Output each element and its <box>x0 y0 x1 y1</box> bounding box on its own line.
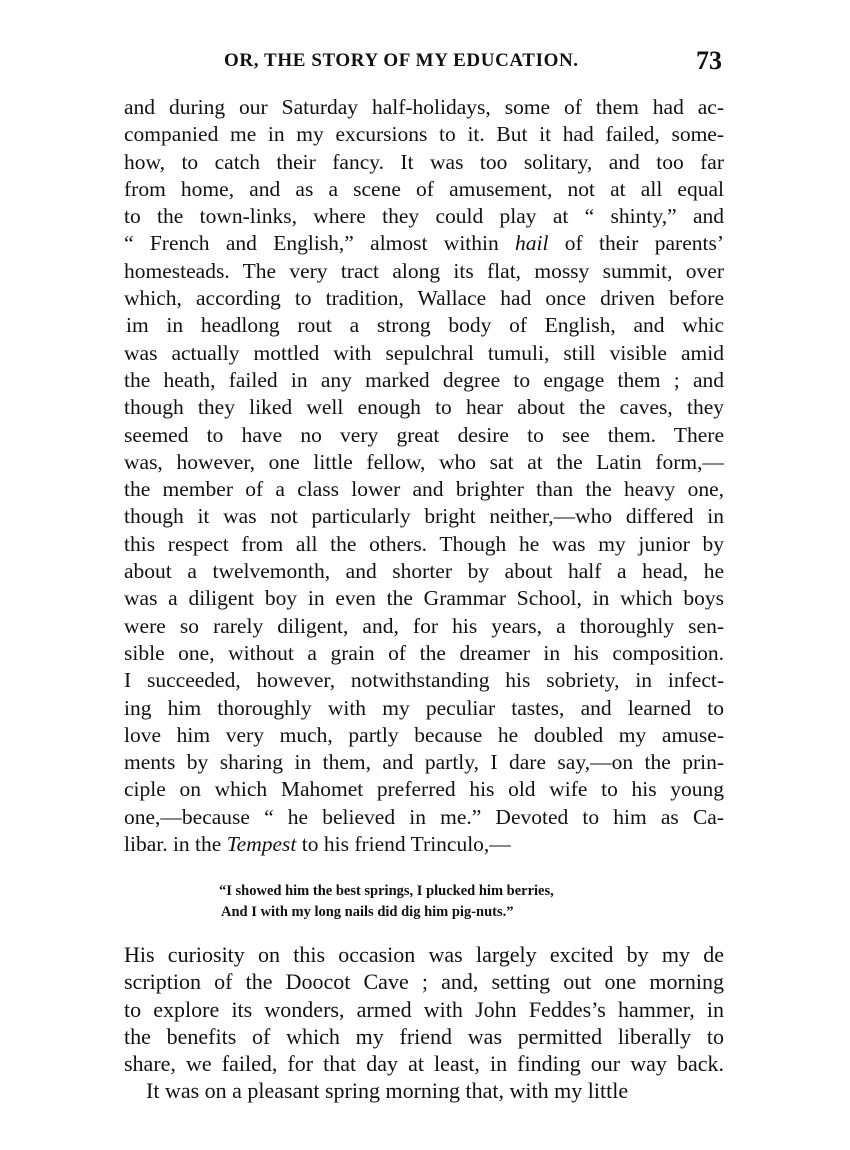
text-line: which, according to tradition, Wallace had once driven before <box>124 286 724 311</box>
text-line: one,—because “ he believed in me.” Devoted to him as Ca- <box>124 804 724 829</box>
text-line: about a twelvemonth, and shorter by about half a head, he <box>124 559 724 584</box>
paragraph-start-line: It was on a pleasant spring morning that, with my little <box>146 1078 629 1104</box>
text-line: love him very much, partly because he doubled my amuse- <box>124 722 724 747</box>
text-line: ments by sharing in them, and partly, I dare say,—on the prin- <box>124 750 724 775</box>
text-line: to the town-links, where they could play at “ shinty,” and <box>124 204 724 229</box>
text-line: how, to catch their fancy. It was too solitary, and too far <box>124 149 724 174</box>
text-segment: libar. in the <box>124 832 227 857</box>
text-line: from home, and as a scene of amusement, not at all equal <box>124 176 724 201</box>
text-line-with-italic <box>124 831 724 858</box>
text-line: though it was not particularly bright neither,—who differed in <box>124 504 724 529</box>
body-text <box>124 94 724 858</box>
text-line: ing him thoroughly with my peculiar tastes, and learned to <box>124 695 724 720</box>
text-line: His curiosity on this occasion was largely excited by my de <box>124 942 724 967</box>
text-segment: to his friend Trinculo,— <box>296 832 511 857</box>
text-line: companied me in my excursions to it. But it had failed, some- <box>124 122 724 147</box>
text-segment: “ French and English,” almost within <box>124 231 516 256</box>
text-line: was, however, one little fellow, who sat at the Latin form,— <box>124 449 724 474</box>
text-line: the member of a class lower and brighter than the heavy one, <box>124 477 724 502</box>
verse-line: And I with my long nails did dig him pig-nuts.” <box>221 904 514 920</box>
text-line: I succeeded, however, notwithstanding his sobriety, in infect- <box>124 668 724 693</box>
verse-line: “I showed him the best springs, I plucked him berries, <box>219 883 554 899</box>
text-line: to explore its wonders, armed with John Feddes’s hammer, in <box>124 996 724 1022</box>
running-title: OR, THE STORY OF MY EDUCATION. <box>224 50 579 71</box>
text-line: the heath, failed in any marked degree to engage them ; and <box>124 367 724 392</box>
text-line: scription of the Doocot Cave ; and, setting out one morning <box>124 969 724 995</box>
text-line: was a diligent boy in even the Grammar School, in which boys <box>124 586 724 611</box>
page-number: 73 <box>696 46 722 75</box>
text-line: share, we failed, for that day at least, in finding our way back. <box>124 1051 724 1077</box>
text-line: and during our Saturday half-holidays, some of them had ac- <box>124 95 724 119</box>
verse-quotation <box>219 881 639 923</box>
text-line: homesteads. The very tract along its flat, mossy summit, over <box>124 258 724 283</box>
text-line: were so rarely diligent, and, for his years, a thoroughly sen- <box>124 613 724 638</box>
text-line: the benefits of which my friend was permitted liberally to <box>124 1023 724 1049</box>
text-line: ciple on which Mahomet preferred his old wife to his young <box>124 777 724 802</box>
text-line: this respect from all the others. Though he was my junior by <box>124 531 724 556</box>
running-head <box>124 46 724 76</box>
text-line-with-italic <box>124 230 724 257</box>
text-line: though they liked well enough to hear about the caves, they <box>124 395 724 420</box>
text-segment: of their parents’ <box>548 231 724 256</box>
text-line: was actually mottled with sepulchral tumuli, still visible amid <box>124 340 724 365</box>
continuation-text <box>124 941 724 1105</box>
text-line: sible one, without a grain of the dreamer in his composition. <box>124 640 724 665</box>
text-line: im in headlong rout a strong body of English, and whic <box>126 313 724 338</box>
text-line: seemed to have no very great desire to see them. There <box>124 422 724 447</box>
italic-word: hail <box>515 231 549 256</box>
italic-word: Tempest <box>226 832 297 857</box>
